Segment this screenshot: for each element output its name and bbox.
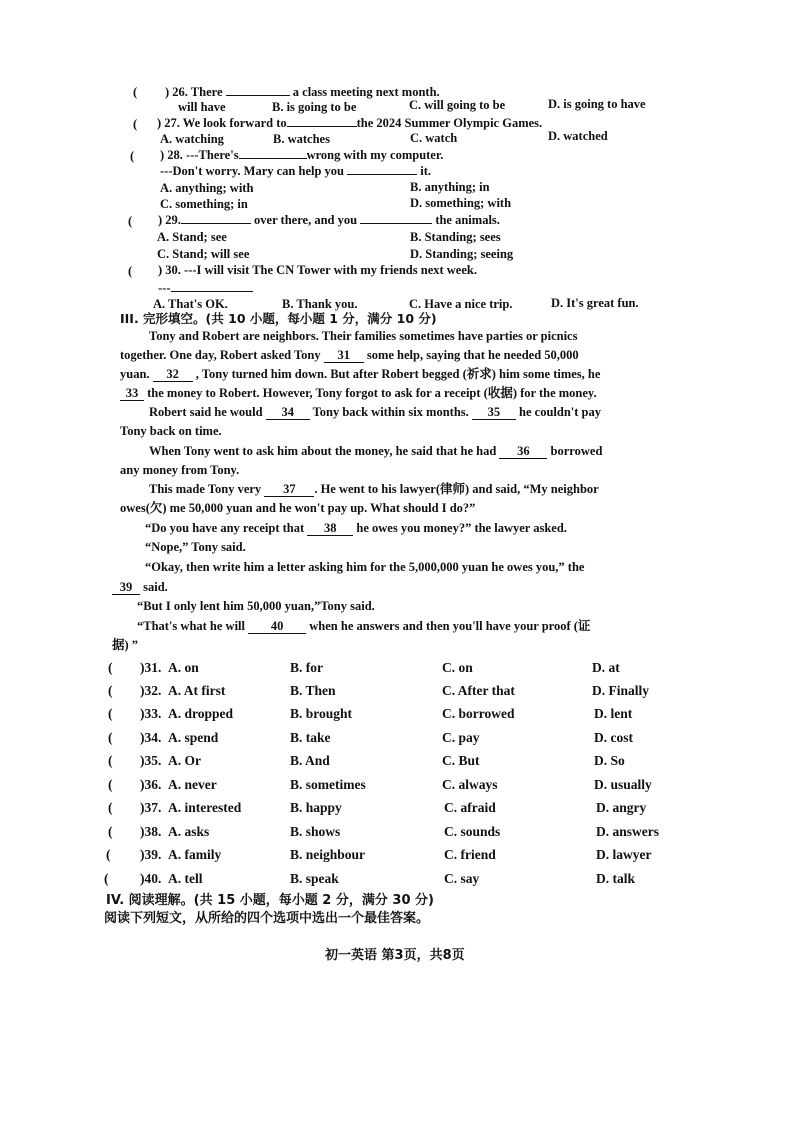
q30-reply: --- [158,280,253,296]
list-item: ( )33. A. dropped B. brought C. borrowed D. lent [108,706,633,721]
passage-line: When Tony went to ask him about the money, he said that he had 36 borrowed [149,444,603,458]
q28-option-b[interactable]: B. anything; in [410,180,490,194]
q27-option-b[interactable]: B. watches [273,132,330,146]
q30-paren: ( [128,264,133,278]
option-b[interactable]: B. brought [290,706,353,721]
option-d[interactable]: D. usually [594,777,652,792]
passage-line: “Nope,” Tony said. [145,540,246,554]
option-a[interactable]: A. asks [168,824,210,839]
option-a[interactable]: A. on [168,660,199,675]
option-b[interactable]: B. And [290,753,330,768]
option-b[interactable]: B. speak [290,871,339,886]
q27-stem: ) 27. We look forward to the 2024 Summer Olympic Games. [157,116,543,130]
option-a[interactable]: A. tell [168,871,203,886]
q27-paren: ( [133,117,138,131]
q27-option-d[interactable]: D. watched [548,129,608,143]
section-4-title: IV. 阅读理解。(共 15 小题，每小题 2 分，满分 30 分) [106,893,434,908]
list-item: ( )31. A. on B. for C. on D. at [108,660,620,675]
section-4-instruction: 阅读下列短文，从所给的四个选项中选出一个最佳答案。 [104,911,430,926]
q29-blank-2[interactable] [360,223,432,224]
option-d[interactable]: D. Finally [592,683,650,698]
list-item: ( )37. A. interested B. happy C. afraid D. angry [108,800,647,815]
q26-option-c[interactable]: C. will going to be [409,98,506,112]
q28-paren: ( [130,149,135,163]
q27-option-a[interactable]: A. watching [160,132,224,146]
q26-option-d[interactable]: D. is going to have [548,97,646,111]
q26-paren: ( [133,85,138,99]
passage-line: “Do you have any receipt that 38 he owes you money?” the lawyer asked. [145,521,567,535]
blank-35[interactable]: 35 [472,405,516,420]
page-footer: 初一英语 第3页，共8页 [325,948,465,963]
option-a[interactable]: A. spend [168,730,219,745]
q29-option-b[interactable]: B. Standing; sees [410,230,501,244]
list-item: ( )38. A. asks B. shows C. sounds D. answers [108,824,659,839]
passage-line: This made Tony very 37 . He went to his lawyer(律师) and said, “My neighbor [149,482,599,496]
passage-line: Robert said he would 34 Tony back within six months. 35 he couldn't pay [149,405,601,419]
blank-40[interactable]: 40 [248,619,306,634]
option-b[interactable]: B. happy [290,800,342,815]
q28-reply: ---Don't worry. Mary can help you it. [160,164,432,178]
option-c[interactable]: C. afraid [444,800,496,815]
passage-line: 33 the money to Robert. However, Tony forgot to ask for a receipt (收据) for the money. [120,384,597,404]
option-d[interactable]: D. lawyer [596,847,652,862]
q26-option-b[interactable]: B. is going to be [272,100,357,114]
option-b[interactable]: B. neighbour [290,847,366,862]
q29-option-a[interactable]: A. Stand; see [157,230,227,244]
blank-31[interactable]: 31 [324,348,364,363]
passage-line: 据) ” [112,638,139,652]
option-a[interactable]: A. Or [168,753,201,768]
list-item: ( )35. A. Or B. And C. But D. So [108,753,625,768]
q30-option-a[interactable]: A. That's OK. [153,297,228,311]
blank-32[interactable]: 32 [153,367,193,382]
option-d[interactable]: D. cost [594,730,633,745]
blank-33[interactable]: 33 [120,386,144,401]
option-d[interactable]: D. So [594,753,625,768]
q28-option-a[interactable]: A. anything; with [160,181,254,195]
option-a[interactable]: A. family [168,847,222,862]
q30-stem: ) 30. ---I will visit The CN Tower with my friends next week. [158,263,477,277]
q29-paren: ( [128,214,133,228]
blank-37[interactable]: 37 [264,482,314,497]
option-c[interactable]: C. After that [442,683,515,698]
q29-blank-1[interactable] [181,223,251,224]
option-c[interactable]: C. always [442,777,498,792]
option-a[interactable]: A. At first [168,683,226,698]
option-d[interactable]: D. talk [596,871,636,886]
passage-line: any money from Tony. [120,463,240,477]
list-item: ( )40. A. tell B. speak C. say D. talk [104,871,636,886]
list-item: ( )32. A. At first B. Then C. After that D. Finally [108,683,650,698]
q26-blank[interactable] [226,95,290,96]
option-b[interactable]: B. shows [290,824,341,839]
list-item: ( )34. A. spend B. take C. pay D. cost [108,730,633,745]
passage-line: Tony back on time. [120,424,222,438]
blank-38[interactable]: 38 [307,521,353,536]
option-c[interactable]: C. friend [444,847,496,862]
list-item: ( )39. A. family B. neighbour C. friend D. lawyer [106,847,652,862]
option-d[interactable]: D. angry [596,800,647,815]
option-c[interactable]: C. sounds [444,824,501,839]
q27-option-c[interactable]: C. watch [410,131,458,145]
passage-line: Tony and Robert are neighbors. Their families sometimes have parties or picnics [149,329,578,343]
q28-stem: ) 28. ---There's wrong with my computer. [160,148,444,162]
option-b[interactable]: B. sometimes [290,777,366,792]
q28-blank-1[interactable] [239,158,307,159]
q28-blank-2[interactable] [347,174,417,175]
option-a[interactable]: A. interested [168,800,242,815]
option-a[interactable]: A. dropped [168,706,234,721]
option-c[interactable]: C. on [442,660,473,675]
passage-line: “But I only lent him 50,000 yuan,”Tony said. [137,599,375,613]
passage-line: “That's what he will 40 when he answers and then you'll have your proof (证 [137,619,591,633]
q30-blank[interactable] [171,291,253,292]
option-b[interactable]: B. Then [290,683,336,698]
option-c[interactable]: C. say [444,871,480,886]
section-3-title: III. 完形填空。(共 10 小题，每小题 1 分，满分 10 分) [120,311,437,326]
q30-option-b[interactable]: B. Thank you. [282,297,358,311]
q28-option-c[interactable]: C. something; in [160,197,248,211]
list-item: ( )36. A. never B. sometimes C. always D. usually [108,777,652,792]
q27-blank[interactable] [287,126,357,127]
passage-line: yuan. 32 , Tony turned him down. But after Robert begged (祈求) him some times, he [120,367,601,381]
passage-line: “Okay, then write him a letter asking him for the 5,000,000 yuan he owes you,” the [145,560,585,574]
option-d[interactable]: D. at [592,660,620,675]
option-d[interactable]: D. lent [594,706,633,721]
q26-stem: ) 26. There a class meeting next month. [165,85,440,99]
blank-39[interactable]: 39 [112,580,140,595]
option-c[interactable]: C. But [442,753,480,768]
q29-option-d[interactable]: D. Standing; seeing [410,247,514,261]
option-a[interactable]: A. never [168,777,217,792]
q28-option-d[interactable]: D. something; with [410,196,512,210]
q26-option-a[interactable]: will have [178,100,226,114]
q30-option-c[interactable]: C. Have a nice trip. [409,297,513,311]
blank-34[interactable]: 34 [266,405,310,420]
blank-36[interactable]: 36 [499,444,547,459]
option-b[interactable]: B. take [290,730,331,745]
q29-stem: ) 29. over there, and you the animals. [158,213,500,227]
option-b[interactable]: B. for [290,660,323,675]
option-c[interactable]: C. borrowed [442,706,515,721]
passage-line: 39 said. [112,578,168,598]
option-d[interactable]: D. answers [596,824,659,839]
q29-option-c[interactable]: C. Stand; will see [157,247,250,261]
q30-option-d[interactable]: D. It's great fun. [551,296,639,310]
passage-line: owes(欠) me 50,000 yuan and he won't pay up. What should I do?” [120,501,476,515]
passage-line: together. One day, Robert asked Tony 31 some help, saying that he needed 50,000 [120,348,579,362]
option-c[interactable]: C. pay [442,730,480,745]
